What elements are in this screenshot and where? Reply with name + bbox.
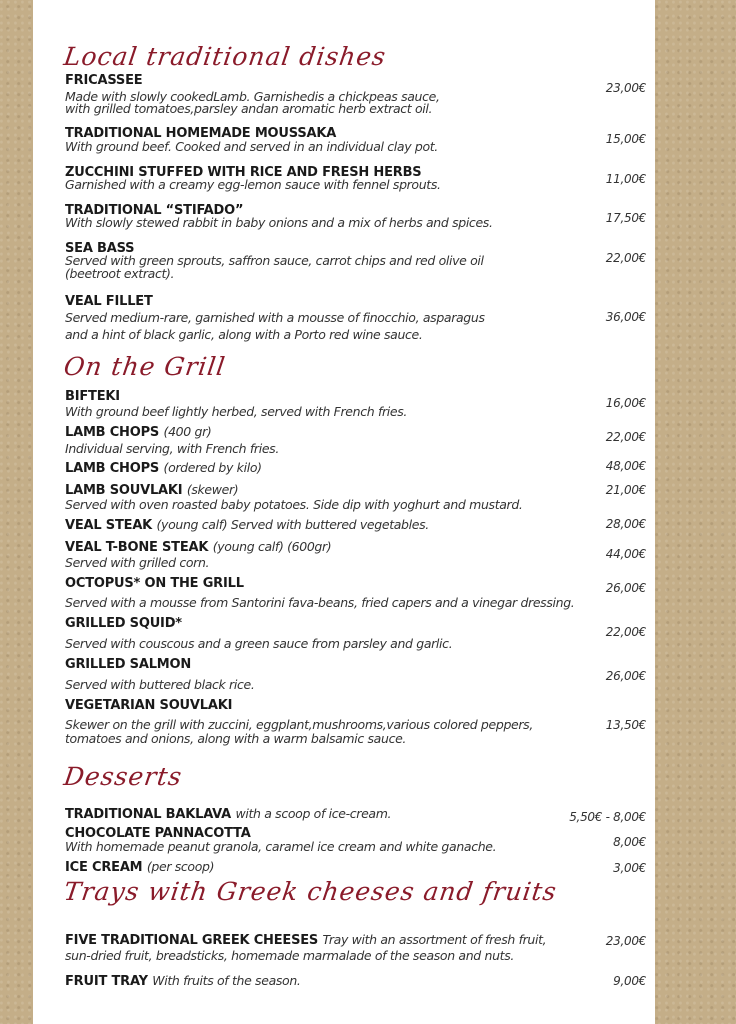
menu-item-description: and a hint of black garlic, along with a Porto red wine sauce. bbox=[65, 327, 423, 342]
menu-item-description: With ground beef. Cooked and served in an individual clay pot. bbox=[65, 139, 438, 154]
menu-item-note: (per scoop) bbox=[146, 859, 215, 874]
menu-item-price: 13,50€ bbox=[605, 718, 646, 732]
menu-item-description: sun-dried fruit, breadsticks, homemade marmalade of the season and nuts. bbox=[65, 948, 514, 963]
menu-item-description: With homemade peanut granola, caramel ice cream and white ganache. bbox=[65, 839, 497, 854]
menu-item-price: 28,00€ bbox=[605, 517, 646, 531]
menu-item-name: BIFTEKI bbox=[65, 389, 120, 404]
menu-item-description: Individual serving, with French fries. bbox=[65, 441, 279, 456]
section-heading: On the Grill bbox=[62, 352, 228, 381]
menu-item-name: OCTOPUS* ON THE GRILL bbox=[65, 576, 244, 591]
menu-item-note: (young calf) Served with buttered vegetables. bbox=[156, 517, 429, 532]
menu-item-title-line bbox=[65, 72, 142, 88]
menu-item-note: (400 gr) bbox=[163, 424, 212, 439]
menu-item-name: TRADITIONAL HOMEMADE MOUSSAKA bbox=[65, 126, 337, 141]
menu-item-name: VEAL T-BONE STEAK bbox=[65, 540, 209, 555]
menu-item-description: Served with grilled corn. bbox=[65, 555, 210, 570]
menu-item-price: 11,00€ bbox=[605, 172, 646, 186]
menu-item-description: Garnished with a creamy egg-lemon sauce with fennel sprouts. bbox=[65, 177, 441, 192]
menu-item-name: LAMB CHOPS bbox=[65, 461, 160, 476]
menu-item-name: GRILLED SQUID* bbox=[65, 616, 182, 631]
menu-item-price: 3,00€ bbox=[613, 861, 646, 875]
menu-item-price: 5,50€ - 8,00€ bbox=[569, 810, 646, 824]
menu-item-name: CHOCOLATE PANNACOTTA bbox=[65, 826, 251, 841]
menu-item-description: Served with buttered black rice. bbox=[65, 677, 255, 692]
menu-item-description: Served medium-rare, garnished with a mousse of finocchio, asparagus bbox=[65, 310, 485, 325]
menu-item-price: 21,00€ bbox=[605, 483, 646, 497]
section-heading: Desserts bbox=[62, 762, 185, 791]
menu-item-name: TRADITIONAL BAKLAVA bbox=[65, 807, 232, 822]
menu-item-name: GRILLED SALMON bbox=[65, 657, 192, 672]
menu-item-price: 23,00€ bbox=[605, 934, 646, 948]
menu-item-description: Skewer on the grill with zuccini, eggplant,mushrooms,various colored peppers, bbox=[65, 717, 533, 732]
menu-item-description: With ground beef lightly herbed, served with French fries. bbox=[65, 404, 408, 419]
menu-item-name: FIVE TRADITIONAL GREEK CHEESES bbox=[65, 933, 319, 948]
menu-item-title-line bbox=[65, 932, 546, 948]
menu-item-price: 22,00€ bbox=[605, 625, 646, 639]
menu-item-title-line bbox=[65, 973, 301, 989]
menu-item-title-line bbox=[65, 806, 391, 822]
menu-item-description: Made with slowly cookedLamb. Garnishedis a chickpeas sauce, bbox=[65, 89, 440, 104]
menu-item-note: (skewer) bbox=[186, 482, 239, 497]
menu-item-description: with grilled tomatoes,parsley andan aromatic herb extract oil. bbox=[65, 101, 433, 116]
menu-item-note: (ordered by kilo) bbox=[163, 460, 262, 475]
menu-item-note: With fruits of the season. bbox=[152, 973, 301, 988]
menu-item-price: 16,00€ bbox=[605, 396, 646, 410]
menu-item-price: 8,00€ bbox=[613, 835, 646, 849]
menu-item-price: 17,50€ bbox=[605, 211, 646, 225]
menu-item-note: Tray with an assortment of fresh fruit, bbox=[322, 932, 547, 947]
menu-item-name: VEAL STEAK bbox=[65, 518, 153, 533]
menu-item-name: LAMB SOUVLAKI bbox=[65, 483, 183, 498]
menu-item-name: SEA BASS bbox=[65, 241, 135, 256]
menu-item-name: ZUCCHINI STUFFED WITH RICE AND FRESH HERBS bbox=[65, 165, 422, 180]
menu-item-price: 15,00€ bbox=[605, 132, 646, 146]
menu-item-description: Served with green sprouts, saffron sauce, carrot chips and red olive oil bbox=[65, 253, 484, 268]
menu-item-price: 22,00€ bbox=[605, 251, 646, 265]
section-heading: Local traditional dishes bbox=[62, 42, 389, 71]
menu-item-title-line bbox=[65, 615, 182, 631]
menu-item-name: LAMB CHOPS bbox=[65, 425, 160, 440]
menu-item-title-line bbox=[65, 859, 214, 875]
menu-item-title-line bbox=[65, 293, 153, 309]
menu-item-name: TRADITIONAL “STIFADO” bbox=[65, 203, 244, 218]
menu-item-description: tomatoes and onions, along with a warm balsamic sauce. bbox=[65, 731, 407, 746]
menu-item-description: (beetroot extract). bbox=[65, 266, 175, 281]
menu-item-note: (young calf) (600gr) bbox=[212, 539, 332, 554]
menu-item-title-line bbox=[65, 575, 244, 591]
menu-item-note: with a scoop of ice-cream. bbox=[235, 806, 392, 821]
menu-item-price: 9,00€ bbox=[613, 974, 646, 988]
menu-item-name: VEGETARIAN SOUVLAKI bbox=[65, 698, 233, 713]
menu-item-title-line bbox=[65, 697, 232, 713]
menu-item-name: FRUIT TRAY bbox=[65, 974, 148, 989]
menu-item-title-line bbox=[65, 460, 262, 476]
menu-item-price: 36,00€ bbox=[605, 310, 646, 324]
menu-item-description: Served with oven roasted baby potatoes. Side dip with yoghurt and mustard. bbox=[65, 497, 523, 512]
section-heading: Trays with Greek cheeses and fruits bbox=[62, 877, 559, 906]
menu-item-title-line bbox=[65, 482, 238, 498]
menu-item-price: 26,00€ bbox=[605, 581, 646, 595]
menu-item-title-line bbox=[65, 388, 120, 404]
menu-item-name: VEAL FILLET bbox=[65, 294, 153, 309]
menu-item-title-line bbox=[65, 517, 429, 533]
menu-item-price: 22,00€ bbox=[605, 430, 646, 444]
menu-item-price: 44,00€ bbox=[605, 547, 646, 561]
menu-item-description: Served with couscous and a green sauce from parsley and garlic. bbox=[65, 636, 453, 651]
menu-item-name: ICE CREAM bbox=[65, 860, 143, 875]
menu-item-price: 26,00€ bbox=[605, 669, 646, 683]
menu-item-price: 48,00€ bbox=[605, 459, 646, 473]
menu-item-price: 23,00€ bbox=[605, 81, 646, 95]
menu-item-description: With slowly stewed rabbit in baby onions and a mix of herbs and spices. bbox=[65, 215, 493, 230]
menu-item-description: Served with a mousse from Santorini fava-beans, fried capers and a vinegar dressing. bbox=[65, 595, 575, 610]
menu-item-name: FRICASSEE bbox=[65, 73, 143, 88]
menu-item-title-line bbox=[65, 424, 211, 440]
menu-item-title-line bbox=[65, 656, 191, 672]
menu-item-title-line bbox=[65, 539, 331, 555]
